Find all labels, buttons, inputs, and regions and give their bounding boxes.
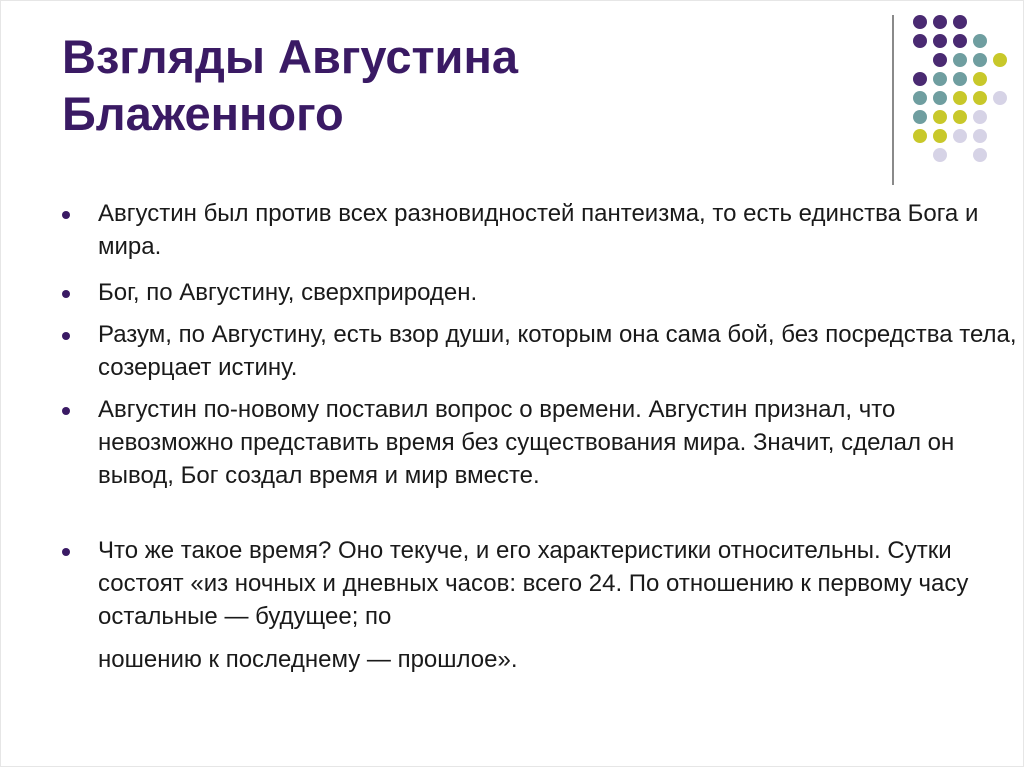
title-divider-line	[892, 15, 894, 185]
bullet-text: Что же такое время? Оно текуче, и его характеристики относительны. Сутки состоят «из ночных и дневных часов: всего 24. По отношению к первому часу остальные — будущее; по	[98, 537, 969, 630]
slide-title	[62, 28, 862, 142]
bullet-marker	[62, 290, 70, 298]
bullet-item	[62, 393, 1018, 492]
bullet-marker	[62, 548, 70, 556]
bullet-text: Августин был против всех разновидностей пантеизма, то есть единства Бога и мира.	[98, 200, 979, 260]
bullet-item	[62, 318, 1018, 384]
bullet-item	[62, 534, 1018, 676]
slide-title-line-1: Взгляды Августина	[62, 30, 518, 83]
bullet-marker	[62, 407, 70, 415]
bullet-text-continuation: ношению к последнему — прошлое».	[98, 646, 518, 673]
bullet-text: Августин по-новому поставил вопрос о времени. Августин признал, что невозможно представить время без существования мира. Значит, сделал он вывод, Бог создал время и мир вместе.	[98, 396, 955, 489]
bullet-marker	[62, 332, 70, 340]
bullet-text: Разум, по Августину, есть взор души, которым она сама бой, без посредства тела, созерцает истину.	[98, 321, 1017, 381]
slide-title-line-2: Блаженного	[62, 87, 344, 140]
bullet-text: Бог, по Августину, сверхприроден.	[98, 279, 478, 306]
bullet-item	[62, 197, 1018, 263]
bullet-item	[62, 276, 1018, 309]
bullet-marker	[62, 211, 70, 219]
